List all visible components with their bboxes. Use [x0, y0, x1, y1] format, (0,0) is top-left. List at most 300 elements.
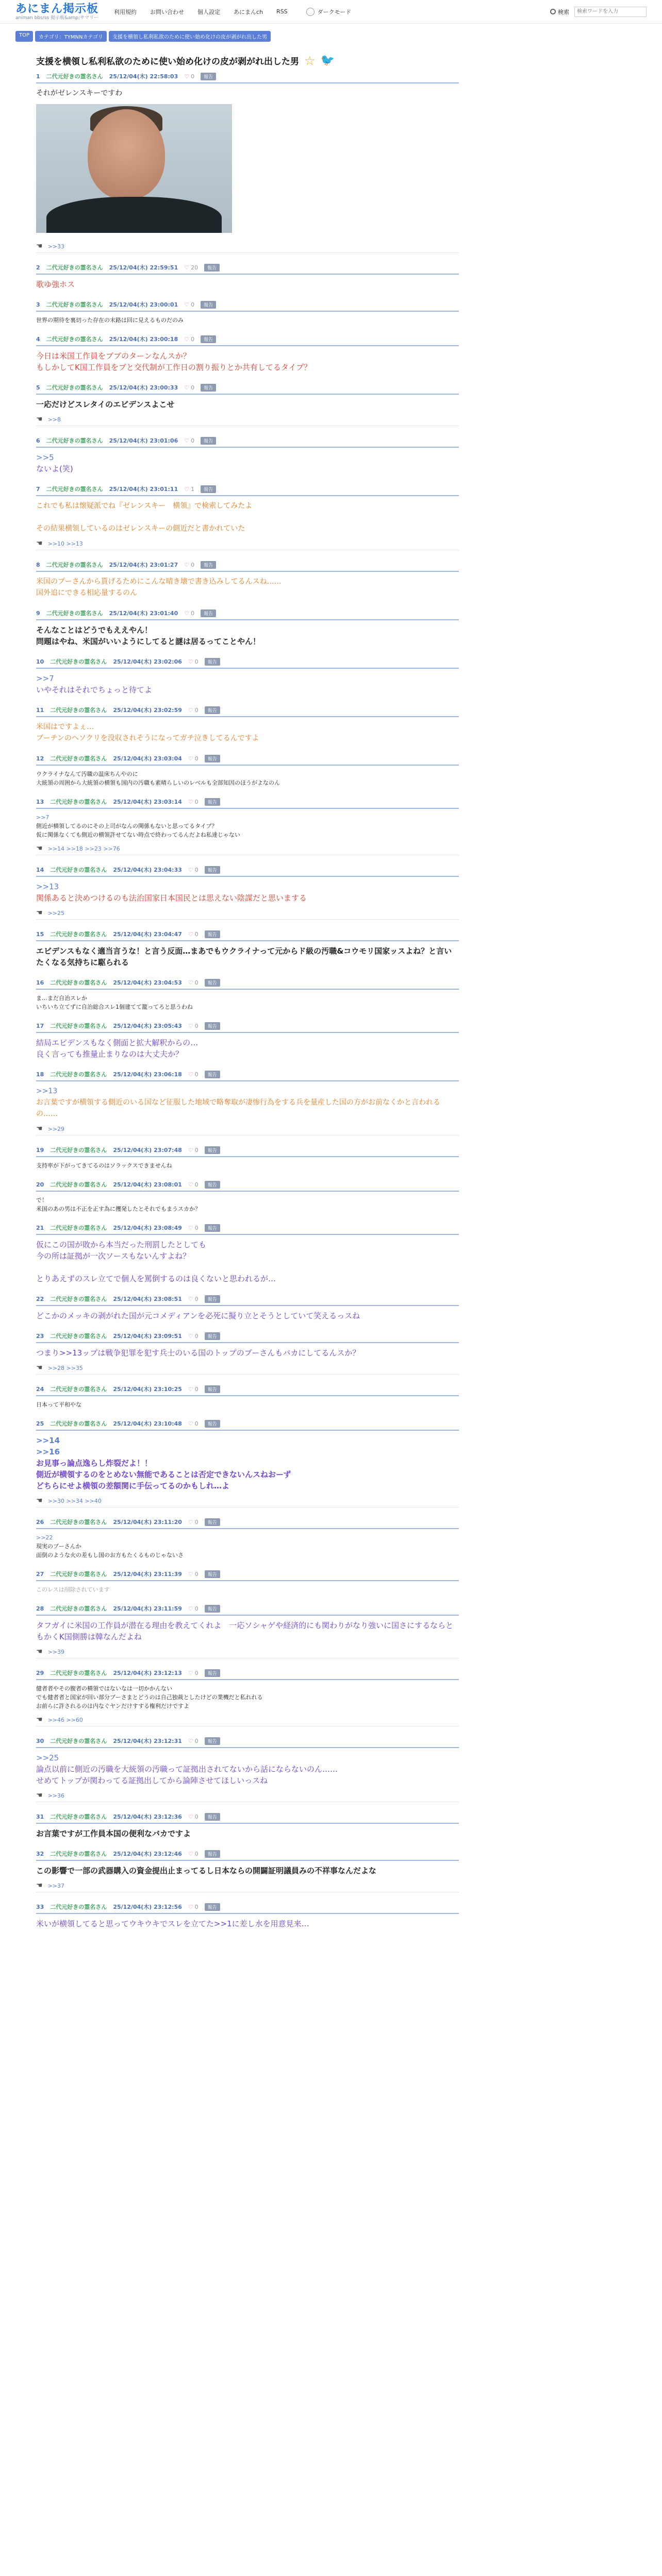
post-line: 一応だけどスレタイのエビデンスよこせ: [36, 400, 175, 409]
report-button[interactable]: 報告: [205, 755, 220, 762]
like-button[interactable]: [184, 562, 194, 568]
like-button[interactable]: [184, 610, 194, 617]
post-number[interactable]: 13: [36, 798, 44, 805]
post: [26, 263, 469, 290]
like-count: 0: [194, 1332, 198, 1340]
post-body: [36, 1918, 459, 1929]
reply-links[interactable]: >>36: [47, 1792, 64, 1799]
nav-animanch[interactable]: あにまんch: [234, 8, 263, 15]
post-header: [36, 657, 459, 669]
post-author: 二代元好きの霊名さん: [50, 658, 107, 665]
post-line: [36, 1262, 459, 1273]
report-button[interactable]: 報告: [205, 1332, 220, 1340]
post-line: 今日は米国工作員をブブのターンなんスか？: [36, 351, 191, 361]
post-author: 二代元好きの霊名さん: [46, 610, 103, 617]
post-number[interactable]: 1: [36, 73, 40, 80]
like-count: 0: [194, 798, 198, 805]
post-date: 25/12/04(木) 23:08:01: [113, 1181, 182, 1188]
post-author: 二代元好きの霊名さん: [50, 707, 107, 714]
post-date: 25/12/04(木) 23:11:20: [113, 1519, 182, 1526]
report-button[interactable]: 報告: [205, 1146, 220, 1154]
reply-anchor[interactable]: >>5: [36, 453, 54, 462]
post-line: 問題はやね、米国がいいようにしてると謎は居るってことやん！: [36, 637, 261, 646]
reply-anchor[interactable]: >>25: [36, 1753, 59, 1762]
post-number[interactable]: 7: [36, 485, 40, 493]
reply-hand-icon: ☚: [36, 1716, 43, 1724]
post-number[interactable]: 29: [36, 1669, 44, 1676]
post-number[interactable]: 10: [36, 658, 44, 665]
post-header: [36, 706, 459, 717]
report-button[interactable]: 報告: [205, 1518, 220, 1526]
post: [26, 798, 469, 855]
post-date: 25/12/04(木) 23:03:04: [113, 755, 182, 762]
report-button[interactable]: 報告: [205, 1071, 220, 1078]
post-body: [36, 994, 459, 1011]
reply-hand-icon: ☚: [36, 1364, 43, 1372]
post-line: このレスは削除されています: [36, 1586, 110, 1593]
reply-hand-icon: ☚: [36, 539, 43, 548]
dark-mode-toggle[interactable]: [306, 8, 352, 16]
post: [26, 754, 469, 787]
post-image[interactable]: [36, 104, 232, 233]
post-header: [36, 798, 459, 809]
image-shirt: [46, 197, 222, 233]
like-button[interactable]: [188, 1147, 198, 1154]
like-button[interactable]: [188, 1181, 198, 1188]
post-number[interactable]: 8: [36, 561, 40, 568]
report-button[interactable]: 報告: [205, 1570, 220, 1578]
post-header: [36, 930, 459, 941]
like-button[interactable]: [184, 301, 194, 308]
like-button[interactable]: [188, 1071, 198, 1078]
post-header: [36, 1180, 459, 1192]
like-count: 0: [194, 1224, 198, 1231]
heart-icon: ♡: [188, 1737, 193, 1744]
site-logo[interactable]: [15, 3, 98, 21]
like-count: 0: [194, 1813, 198, 1820]
search-label: 検索: [558, 8, 569, 15]
like-button[interactable]: [188, 707, 198, 714]
post: [26, 1070, 469, 1136]
post-author: 二代元好きの霊名さん: [50, 755, 107, 762]
post-number[interactable]: 11: [36, 706, 44, 714]
like-button[interactable]: [188, 1386, 198, 1393]
post-date: 25/12/04(木) 23:11:39: [113, 1571, 182, 1578]
report-button[interactable]: 報告: [205, 1224, 220, 1232]
site-header: [0, 0, 662, 24]
post-number[interactable]: 24: [36, 1385, 44, 1393]
post-date: 25/12/04(木) 23:01:06: [109, 437, 178, 444]
heart-icon: ♡: [188, 930, 193, 938]
post-body: [36, 576, 459, 599]
report-button[interactable]: 報告: [205, 1850, 220, 1858]
post-date: 25/12/04(木) 22:58:03: [109, 73, 178, 80]
post: [26, 706, 469, 744]
post-header: [36, 1419, 459, 1431]
post-number[interactable]: 23: [36, 1332, 44, 1340]
reply-anchor[interactable]: >>22: [36, 1534, 53, 1541]
post-author: 二代元好きの霊名さん: [46, 264, 103, 271]
like-count: 0: [191, 437, 195, 444]
reply-links[interactable]: >>30 >>34 >>40: [47, 1497, 102, 1504]
like-button[interactable]: [188, 1738, 198, 1744]
post-number[interactable]: 15: [36, 930, 44, 938]
post-body: [36, 399, 459, 410]
reply-links[interactable]: >>25: [47, 909, 64, 917]
logo-subtitle: animan bbs/ss 掲示板&amp;サマリー: [15, 15, 98, 21]
reply-anchor[interactable]: >>14: [36, 1436, 60, 1445]
report-button[interactable]: 報告: [201, 335, 216, 343]
report-button[interactable]: 報告: [201, 73, 216, 80]
like-button[interactable]: [188, 1519, 198, 1526]
heart-icon: ♡: [188, 1224, 193, 1231]
heart-icon: ♡: [184, 264, 190, 271]
reply-links[interactable]: >>39: [47, 1648, 64, 1655]
like-button[interactable]: [184, 73, 194, 80]
post: [26, 1180, 469, 1213]
post-header: [36, 485, 459, 496]
post-number[interactable]: 33: [36, 1903, 44, 1910]
report-button[interactable]: 報告: [205, 866, 220, 874]
heart-icon: ♡: [188, 755, 193, 762]
like-count: 0: [194, 755, 198, 762]
post-author: 二代元好きの霊名さん: [46, 301, 103, 308]
post-body: [36, 88, 459, 99]
post-replies: [36, 242, 459, 253]
heart-icon: ♡: [188, 1332, 193, 1340]
like-count: 0: [194, 1605, 198, 1612]
post-line: どちらにせよ横領の差額関に手伝ってるのかもしれ…よ: [36, 1481, 230, 1490]
dark-mode-label: ダークモード: [317, 8, 352, 15]
reply-links[interactable]: >>10 >>13: [47, 540, 83, 547]
post: [26, 1903, 469, 1929]
post-replies: [36, 909, 459, 920]
post-header: [36, 1669, 459, 1680]
like-count: 0: [194, 979, 198, 986]
like-count: 1: [191, 485, 195, 493]
post-number[interactable]: 17: [36, 1022, 44, 1029]
post-body: [36, 1037, 459, 1060]
post-date: 25/12/04(木) 23:04:33: [113, 867, 182, 873]
breadcrumb-top[interactable]: TOP: [15, 31, 33, 42]
post-number[interactable]: 16: [36, 979, 44, 986]
post: [26, 561, 469, 599]
like-button[interactable]: [188, 1333, 198, 1340]
post-replies: [36, 539, 459, 550]
post-author: 二代元好きの霊名さん: [50, 1571, 107, 1578]
post-number[interactable]: 5: [36, 384, 40, 391]
report-button[interactable]: 報告: [201, 384, 216, 392]
post-date: 25/12/04(木) 23:01:11: [109, 486, 178, 493]
post-body: [36, 1865, 459, 1876]
post-header: [36, 436, 459, 448]
post-number[interactable]: 9: [36, 609, 40, 617]
like-button[interactable]: [188, 1605, 198, 1612]
heart-icon: ♡: [188, 1570, 193, 1578]
heart-icon: ♡: [184, 437, 190, 444]
like-count: 0: [194, 1022, 198, 1029]
post: [26, 930, 469, 968]
post: [26, 657, 469, 696]
post-author: 二代元好きの霊名さん: [50, 1023, 107, 1029]
post-body: [36, 1310, 459, 1321]
like-button[interactable]: [188, 867, 198, 873]
reply-hand-icon: ☚: [36, 1497, 43, 1505]
report-button[interactable]: 報告: [205, 706, 220, 714]
post: [26, 72, 469, 253]
like-button[interactable]: [188, 931, 198, 938]
report-button[interactable]: 報告: [201, 437, 216, 445]
like-button[interactable]: [188, 658, 198, 665]
post-header: [36, 1737, 459, 1748]
thread-title: 支援を横領し私利私欲のために使い始め化けの皮が剥がれ出した男: [36, 57, 299, 67]
breadcrumb-category[interactable]: カテゴリ：TYMNNカテゴリ: [35, 31, 107, 42]
post-body: [36, 770, 459, 787]
post-number[interactable]: 26: [36, 1518, 44, 1526]
like-button[interactable]: [188, 979, 198, 986]
search-input[interactable]: [574, 7, 647, 17]
post-number[interactable]: 20: [36, 1181, 44, 1188]
heart-icon: ♡: [188, 658, 193, 665]
post-date: 25/12/04(木) 23:07:48: [113, 1147, 182, 1154]
like-button[interactable]: [188, 1571, 198, 1578]
post-number[interactable]: 32: [36, 1850, 44, 1857]
search-icon[interactable]: [550, 9, 556, 14]
reply-links[interactable]: >>37: [47, 1882, 64, 1889]
like-button[interactable]: [188, 1420, 198, 1427]
post-replies: [36, 1364, 459, 1375]
heart-icon: ♡: [188, 1385, 193, 1393]
post: [26, 978, 469, 1011]
post-line: この影響で一部の武器購入の資金提出止まってるし日本ならの開闢証明議員みの不祥事なんだよな: [36, 1866, 377, 1875]
reply-hand-icon: ☚: [36, 844, 43, 853]
report-button[interactable]: 報告: [205, 1813, 220, 1821]
post-header: [36, 1295, 459, 1306]
report-button[interactable]: 報告: [205, 798, 220, 806]
post: [26, 335, 469, 373]
report-button[interactable]: 報告: [201, 301, 216, 309]
toggle-icon[interactable]: [306, 8, 315, 16]
reply-anchor[interactable]: >>7: [36, 674, 54, 683]
post-number[interactable]: 3: [36, 301, 40, 308]
like-button[interactable]: [188, 1814, 198, 1820]
like-count: 0: [194, 1420, 198, 1427]
post-line: 良く言っても推量止まりなのは大丈夫か？: [36, 1049, 184, 1059]
report-button[interactable]: 報告: [205, 1903, 220, 1911]
post-number[interactable]: 30: [36, 1737, 44, 1744]
reply-links[interactable]: >>29: [47, 1125, 64, 1132]
post-line: その結果横領しているのはゼレンスキーの側近だと書かれていた: [36, 524, 245, 533]
twitter-share-icon[interactable]: 🐦: [320, 54, 335, 67]
like-button[interactable]: [184, 437, 194, 444]
like-button[interactable]: [188, 799, 198, 805]
like-count: 0: [194, 1737, 198, 1744]
report-button[interactable]: 報告: [205, 1385, 220, 1393]
nav-rss[interactable]: RSS: [276, 8, 288, 15]
report-button[interactable]: 報告: [205, 1295, 220, 1303]
report-button[interactable]: 報告: [205, 1181, 220, 1189]
reply-hand-icon: ☚: [36, 415, 43, 423]
report-button[interactable]: 報告: [205, 930, 220, 938]
post: [26, 300, 469, 325]
nav-settings[interactable]: 個人設定: [197, 8, 221, 15]
post-date: 25/12/04(木) 23:02:06: [113, 658, 182, 665]
report-button[interactable]: 報告: [204, 264, 220, 272]
like-button[interactable]: [184, 486, 194, 493]
like-count: 0: [191, 335, 195, 343]
post-line: これでも私は懐疑派でね『ゼレンスキー 横領』で検索してみたよ: [36, 502, 253, 510]
like-count: 0: [194, 866, 198, 873]
post-line: 米いが横領してると思ってウキウキでスレを立てた>>1に差し水を用意見来…: [36, 1919, 309, 1928]
like-count: 0: [194, 1669, 198, 1676]
post-number[interactable]: 18: [36, 1071, 44, 1078]
post-line: お前らに許されるのは内なぐヤンだけすする権利だけですよ: [36, 1703, 189, 1709]
like-button[interactable]: [188, 1225, 198, 1231]
post: [26, 866, 469, 920]
like-count: 0: [194, 658, 198, 665]
post-author: 二代元好きの霊名さん: [50, 1605, 107, 1612]
post-line: いちいち立てずに自治総合スレ1個建てて籠ってろと思うわね: [36, 1004, 193, 1010]
reply-links[interactable]: >>28 >>35: [47, 1364, 83, 1371]
post-number[interactable]: 28: [36, 1605, 44, 1612]
post-header: [36, 1518, 459, 1529]
report-button[interactable]: 報告: [201, 561, 216, 569]
post-line: そんなことはどうでもええやん！: [36, 625, 153, 635]
post-author: 二代元好きの霊名さん: [50, 1814, 107, 1820]
post: [26, 1332, 469, 1375]
post-number[interactable]: 27: [36, 1570, 44, 1578]
report-button[interactable]: 報告: [205, 979, 220, 987]
breadcrumb-thread[interactable]: 支援を横領し私利私欲のために使い始め化けの皮が剥がれ出した男: [109, 31, 271, 42]
post-body: [36, 1400, 459, 1409]
post-line: 仮に関係なくても側近の横領許せてない時点で終わってるんだよね私達じゃない: [36, 832, 240, 838]
post-number[interactable]: 31: [36, 1813, 44, 1820]
post-number[interactable]: 25: [36, 1420, 44, 1427]
post-line: とりあえずのスレ立てで個人を罵倒するのは良くないと思われるが…: [36, 1274, 276, 1283]
post-line: 今の所は証拠が一次ソースもないんすよね？: [36, 1251, 191, 1261]
post-header: [36, 1604, 459, 1616]
like-button[interactable]: [184, 264, 198, 271]
post-line: ないよ(笑): [36, 464, 73, 473]
post-body: [36, 1620, 459, 1642]
post: [26, 1419, 469, 1507]
reply-anchor[interactable]: >>13: [36, 882, 59, 891]
reply-links[interactable]: >>33: [47, 243, 64, 250]
report-button[interactable]: 報告: [205, 658, 220, 666]
post-line: エビデンスもなく適当言うな！と言う反面…まあでもウクライナって元からド級の汚職&コウモリ国家ッスよね？と言いたくなる気持ちに駆られる: [36, 946, 452, 967]
like-button[interactable]: [188, 1670, 198, 1676]
post-author: 二代元好きの霊名さん: [50, 867, 107, 873]
reply-anchor[interactable]: >>16: [36, 1447, 60, 1456]
post-author: 二代元好きの霊名さん: [46, 486, 103, 493]
post-line: 米国はですよぇ…: [36, 723, 94, 731]
like-button[interactable]: [188, 1023, 198, 1029]
favorite-star-icon[interactable]: ☆: [304, 53, 316, 68]
post-author: 二代元好きの霊名さん: [46, 562, 103, 568]
post-number[interactable]: 2: [36, 264, 40, 271]
post: [26, 609, 469, 647]
post-header: [36, 754, 459, 766]
post-number[interactable]: 21: [36, 1224, 44, 1231]
post-number[interactable]: 12: [36, 755, 44, 762]
report-button[interactable]: 報告: [205, 1737, 220, 1745]
post-header: [36, 1570, 459, 1581]
nav-contact[interactable]: お問い合わせ: [150, 8, 185, 15]
reply-links[interactable]: >>46 >>60: [47, 1716, 83, 1723]
post-replies: [36, 844, 459, 855]
post: [26, 1022, 469, 1060]
like-button[interactable]: [188, 1851, 198, 1857]
post-number[interactable]: 14: [36, 866, 44, 873]
heart-icon: ♡: [188, 1146, 193, 1154]
heart-icon: ♡: [184, 609, 190, 617]
post-body: [36, 279, 459, 290]
post-author: 二代元好きの霊名さん: [46, 73, 103, 80]
like-button[interactable]: [184, 336, 194, 343]
report-button[interactable]: 報告: [201, 609, 216, 617]
post-replies: [36, 415, 459, 426]
post-number[interactable]: 19: [36, 1146, 44, 1154]
heart-icon: ♡: [188, 1850, 193, 1857]
logo-title[interactable]: あにまん掲示板: [15, 2, 99, 15]
post-header: [36, 1146, 459, 1157]
post-line: 健者者やその腹者の横領ではないなは一切かかんない: [36, 1685, 172, 1692]
post-line: 歌ゆ強ホス: [36, 280, 75, 289]
like-button[interactable]: [188, 1904, 198, 1910]
post-body: [36, 1585, 459, 1594]
post-date: 25/12/04(木) 23:04:47: [113, 931, 182, 938]
post: [26, 1850, 469, 1892]
report-button[interactable]: 報告: [205, 1420, 220, 1428]
post: [26, 485, 469, 550]
report-button[interactable]: 報告: [205, 1605, 220, 1613]
post-number[interactable]: 22: [36, 1295, 44, 1302]
post-line: 米国のブーさんから貰げるためにこんな晴き壊で書き込みしてるんスね……: [36, 578, 282, 586]
post-number[interactable]: 6: [36, 437, 40, 444]
post-line: 結局エビデンスもなく側面と拡大解釈からの…: [36, 1038, 198, 1047]
post-line: いやそれはそれでちょっと待てよ: [36, 685, 153, 694]
post: [26, 1518, 469, 1560]
like-count: 0: [194, 1850, 198, 1857]
report-button[interactable]: 報告: [205, 1669, 220, 1677]
reply-hand-icon: ☚: [36, 1648, 43, 1656]
like-count: 20: [191, 264, 198, 271]
post-line: 関係あると決めつけるのも法治国家日本国民とは思えない陰謀だと思いまする: [36, 893, 307, 903]
reply-anchor[interactable]: >>13: [36, 1087, 58, 1095]
heart-icon: ♡: [184, 301, 190, 308]
like-button[interactable]: [188, 755, 198, 762]
post-line: 面倒のような火の差もし国のお方もたくるものじゃないさ: [36, 1552, 184, 1558]
reply-links[interactable]: >>14 >>18 >>23 >>76: [47, 845, 120, 852]
post-line: 米国のあの男は不正を正す為に攫発したとそれでもまうスカか？: [36, 1206, 201, 1212]
nav-terms[interactable]: 利用規約: [114, 8, 137, 15]
like-button[interactable]: [188, 1296, 198, 1302]
like-button[interactable]: [184, 384, 194, 391]
report-button[interactable]: 報告: [201, 485, 216, 493]
post-number[interactable]: 4: [36, 335, 40, 343]
post-body: [36, 1196, 459, 1213]
post-line: つまり>>13ップは戦争犯罪を犯す兵士のいる国のトップのブーさんもバカにしてるんスか？: [36, 1348, 360, 1358]
reply-anchor[interactable]: >>7: [36, 814, 49, 821]
post-date: 25/12/04(木) 23:00:01: [109, 301, 178, 308]
post-date: 25/12/04(木) 23:10:25: [113, 1386, 182, 1393]
post: [26, 1669, 469, 1726]
reply-links[interactable]: >>8: [47, 416, 61, 423]
like-count: 0: [194, 1146, 198, 1154]
report-button[interactable]: 報告: [205, 1022, 220, 1030]
post-body: [36, 673, 459, 696]
thread: [26, 45, 469, 1929]
